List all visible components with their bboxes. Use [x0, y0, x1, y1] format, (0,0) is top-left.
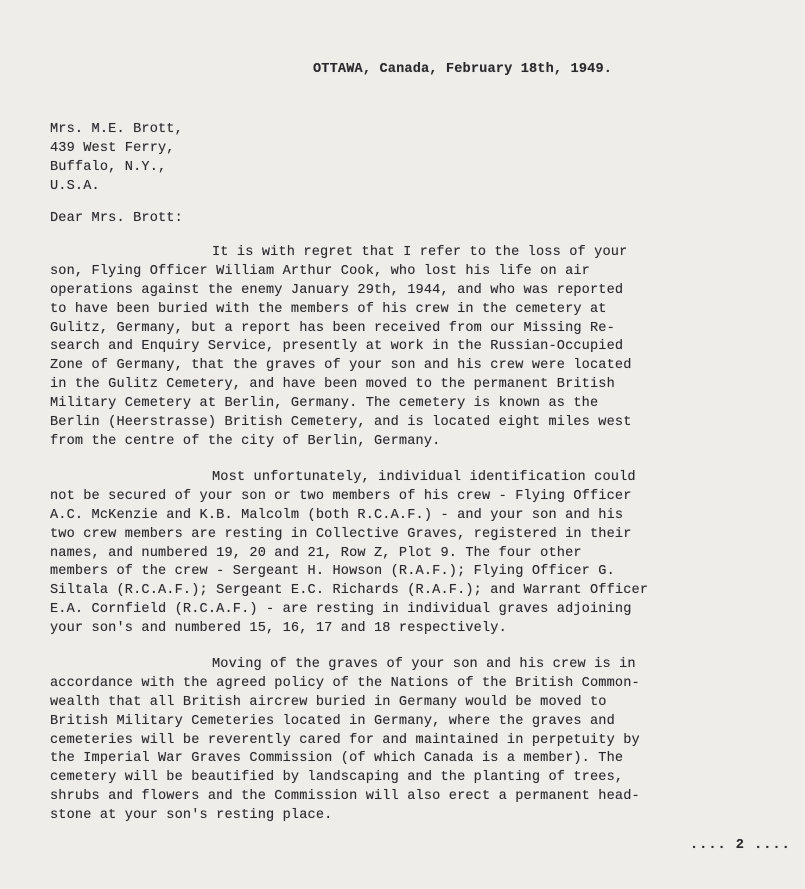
paragraph-line: shrubs and flowers and the Commission will also erect a permanent head- — [50, 789, 640, 805]
paragraph-line: Berlin (Heerstrasse) British Cemetery, and is located eight miles west — [50, 415, 632, 431]
paragraph-line: cemeteries will be reverently cared for and maintained in perpetuity by — [50, 732, 640, 748]
paragraph-line: members of the crew - Sergeant H. Howson (R.A.F.); Flying Officer G. — [50, 564, 615, 580]
address-line: 439 West Ferry, — [50, 141, 175, 156]
paragraph-line: names, and numbered 19, 20 and 21, Row Z, Plot 9. The four other — [50, 545, 582, 561]
page-number-marker: .... 2 .... — [690, 838, 791, 853]
paragraph-line: operations against the enemy January 29th, 1944, and who was reported — [50, 282, 624, 298]
address-line: U.S.A. — [50, 179, 100, 194]
paragraph-line: not be secured of your son or two members of his crew - Flying Officer — [50, 488, 632, 504]
paragraph-3 — [50, 656, 740, 826]
paragraph-line: from the centre of the city of Berlin, Germany. — [50, 433, 441, 449]
paragraph-line: Gulitz, Germany, but a report has been received from our Missing Re- — [50, 320, 615, 336]
dateline: OTTAWA, Canada, February 18th, 1949. — [313, 62, 613, 77]
paragraph-line: to have been buried with the members of his crew in the cemetery at — [50, 301, 607, 317]
address-line: Mrs. M.E. Brott, — [50, 122, 183, 137]
paragraph-line: Military Cemetery at Berlin, Germany. The cemetery is known as the — [50, 396, 599, 412]
paragraph-line: cemetery will be beautified by landscaping and the planting of trees, — [50, 770, 624, 786]
paragraph-line: British Military Cemeteries located in Germany, where the graves and — [50, 713, 615, 729]
paragraph-line: two crew members are resting in Collective Graves, registered in their — [50, 526, 632, 542]
paragraph-line: accordance with the agreed policy of the Nations of the British Common- — [50, 675, 640, 691]
paragraph-line: Siltala (R.C.A.F.); Sergeant E.C. Richards (R.A.F.); and Warrant Officer — [50, 583, 649, 599]
paragraph-line: Zone of Germany, that the graves of your son and his crew were located — [50, 358, 632, 374]
paragraph-line: Moving of the graves of your son and his crew is in — [212, 657, 636, 672]
paragraph-line: in the Gulitz Cemetery, and have been moved to the permanent British — [50, 377, 615, 393]
paragraph-line: son, Flying Officer William Arthur Cook, who lost his life on air — [50, 263, 590, 279]
paragraph-line: Most unfortunately, individual identification could — [212, 470, 636, 485]
paragraph-line: your son's and numbered 15, 16, 17 and 18 respectively. — [50, 621, 507, 637]
address-line: Buffalo, N.Y., — [50, 160, 167, 175]
paragraph-line: E.A. Cornfield (R.C.A.F.) - are resting in individual graves adjoining — [50, 602, 632, 618]
paragraph-line: A.C. McKenzie and K.B. Malcolm (both R.C.A.F.) - and your son and his — [50, 507, 624, 523]
paragraph-line: the Imperial War Graves Commission (of which Canada is a member). The — [50, 751, 624, 767]
paragraph-line: wealth that all British aircrew buried in Germany would be moved to — [50, 694, 607, 710]
salutation: Dear Mrs. Brott: — [50, 211, 183, 226]
paragraph-1 — [50, 244, 740, 452]
paragraph-2 — [50, 469, 740, 639]
paragraph-line: search and Enquiry Service, presently at work in the Russian-Occupied — [50, 339, 624, 355]
paragraph-line: It is with regret that I refer to the loss of your — [212, 245, 628, 260]
recipient-address — [50, 120, 183, 196]
paragraph-line: stone at your son's resting place. — [50, 808, 333, 824]
